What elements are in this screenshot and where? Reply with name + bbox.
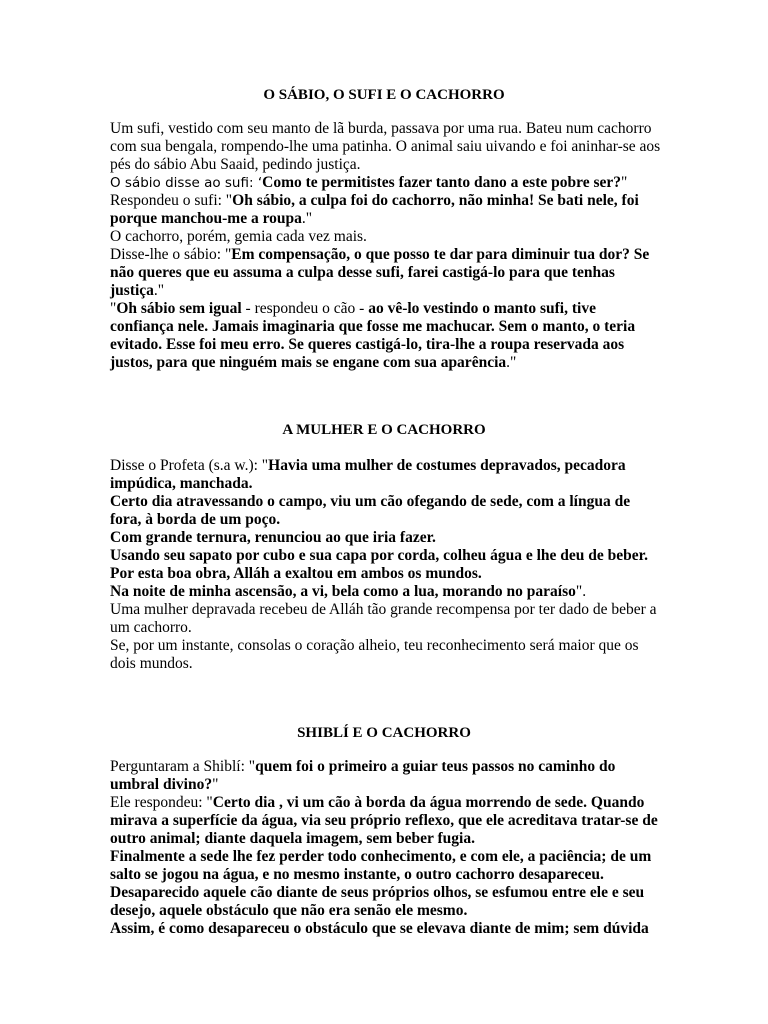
story3-text: "	[212, 776, 219, 793]
story1-bold-text: Oh sábio sem igual	[116, 300, 242, 317]
story1-paragraph	[110, 300, 662, 372]
story1-paragraph	[110, 192, 662, 228]
story2-paragraph	[110, 493, 662, 529]
story2-bold-text: Usando seu sapato por cubo e sua capa por corda, colheu água e lhe deu de beber.	[110, 547, 648, 564]
story2-paragraph	[110, 547, 662, 565]
story3-paragraph	[110, 758, 662, 794]
story1-text: - respondeu o cão -	[241, 300, 369, 317]
story2-paragraph	[110, 529, 662, 547]
story2-paragraph	[110, 457, 662, 493]
story3-title: SHIBLÍ E O CACHORRO	[297, 725, 471, 741]
story3-bold-text: Desaparecido aquele cão diante de seus próprios olhos, se esfumou entre ele e seu desejo, aquele obstáculo que não era senão ele mesmo.	[110, 884, 645, 919]
story1-text: Disse-lhe o sábio: "	[110, 246, 232, 263]
story1-paragraph	[110, 174, 662, 192]
story2-bold-text: Por esta boa obra, Alláh a exaltou em ambos os mundos.	[110, 565, 482, 582]
story2-bold-text: Na noite de minha ascensão, a vi, bela como a lua, morando no paraíso	[110, 583, 576, 600]
story1-paragraph: Um sufi, vestido com seu manto de lã burda, passava por uma rua. Bateu num cachorro com sua bengala, rompendo-lhe uma patinha. O animal saiu uivando e foi aninhar-se aos pés do sábio Abu Saaid, pedindo justiça.	[110, 120, 661, 173]
story1-bold-text: Em compensação, o que posso te dar para diminuir tua dor? Se não queres que eu assuma a culpa desse sufi, farei castigá-lo para que tenhas justiça	[110, 246, 650, 299]
story1-bold-text: Oh sábio, a culpa foi do cachorro, não minha! Se bati nele, foi porque manchou-me a roupa	[110, 192, 639, 227]
story2-title: A MULHER E O CACHORRO	[282, 422, 486, 438]
story2-body	[110, 457, 662, 673]
story1-text: ."	[301, 210, 313, 227]
story1-paragraph: O cachorro, porém, gemia cada vez mais.	[110, 228, 367, 245]
story3-text: Perguntaram a Shiblí: "	[110, 758, 256, 775]
story1-text: "	[110, 300, 117, 317]
story3-paragraph	[110, 794, 662, 848]
story3-body	[110, 758, 662, 938]
story1-bold-text: Como te permitistes fazer tanto dano a este pobre ser?	[262, 174, 622, 191]
story3-paragraph	[110, 848, 662, 884]
story1-text: "	[621, 174, 628, 191]
story2-paragraph: Se, por um instante, consolas o coração alheio, teu reconhecimento será maior que os dois mundos.	[110, 637, 639, 672]
story3-paragraph	[110, 884, 662, 920]
story2-bold-text: Com grande ternura, renunciou ao que iria fazer.	[110, 529, 436, 546]
story1-bold-text: ao vê-lo vestindo o manto sufi, tive confiança nele. Jamais imaginaria que fosse me machucar. Sem o manto, o teria evitado. Esse foi meu erro. Se queres castigá-lo, tira-lhe a roupa reservada aos justos, para que ninguém mais se engane com sua aparência	[110, 300, 636, 371]
story2-text: Disse o Profeta (s.a w.): "	[110, 457, 269, 474]
story2-paragraph: Uma mulher depravada recebeu de Alláh tão grande recompensa por ter dado de beber a um cachorro.	[110, 601, 657, 636]
story1-sans-text: O sábio disse ao sufi: ‘	[110, 175, 263, 191]
story2-paragraph	[110, 565, 662, 583]
story2-paragraph	[110, 583, 662, 601]
story3-text: Ele respondeu: "	[110, 794, 213, 811]
story3-bold-text: Certo dia , vi um cão à borda da água morrendo de sede. Quando mirava a superfície da água, via seu próprio reflexo, que ele acreditava tratar-se de outro animal; diante daquela imagem, sem beber fugia.	[110, 794, 658, 847]
story3-bold-text: Assim, é como desapareceu o obstáculo que se elevava diante de mim; sem dúvida	[110, 920, 649, 937]
story1-text: Respondeu o sufi: "	[110, 192, 233, 209]
story2-text: ".	[575, 583, 587, 600]
story3-bold-text: Finalmente a sede lhe fez perder todo conhecimento, e com ele, a paciência; de um salto se jogou na água, e no mesmo instante, o outro cachorro desapareceu.	[110, 848, 652, 883]
story2-bold-text: Certo dia atravessando o campo, viu um cão ofegando de sede, com a língua de fora, à borda de um poço.	[110, 493, 631, 528]
story2-bold-text: Havia uma mulher de costumes depravados, pecadora impúdica, manchada.	[110, 457, 626, 492]
story1-paragraph	[110, 246, 662, 300]
story1-body	[110, 120, 662, 372]
story3-paragraph	[110, 920, 662, 938]
story1-title: O SÁBIO, O SUFI E O CACHORRO	[263, 87, 505, 103]
story1-text: ."	[153, 282, 165, 299]
story3-bold-text: quem foi o primeiro a guiar teus passos no caminho do umbral divino?	[110, 758, 616, 793]
story1-text: ."	[506, 354, 517, 371]
